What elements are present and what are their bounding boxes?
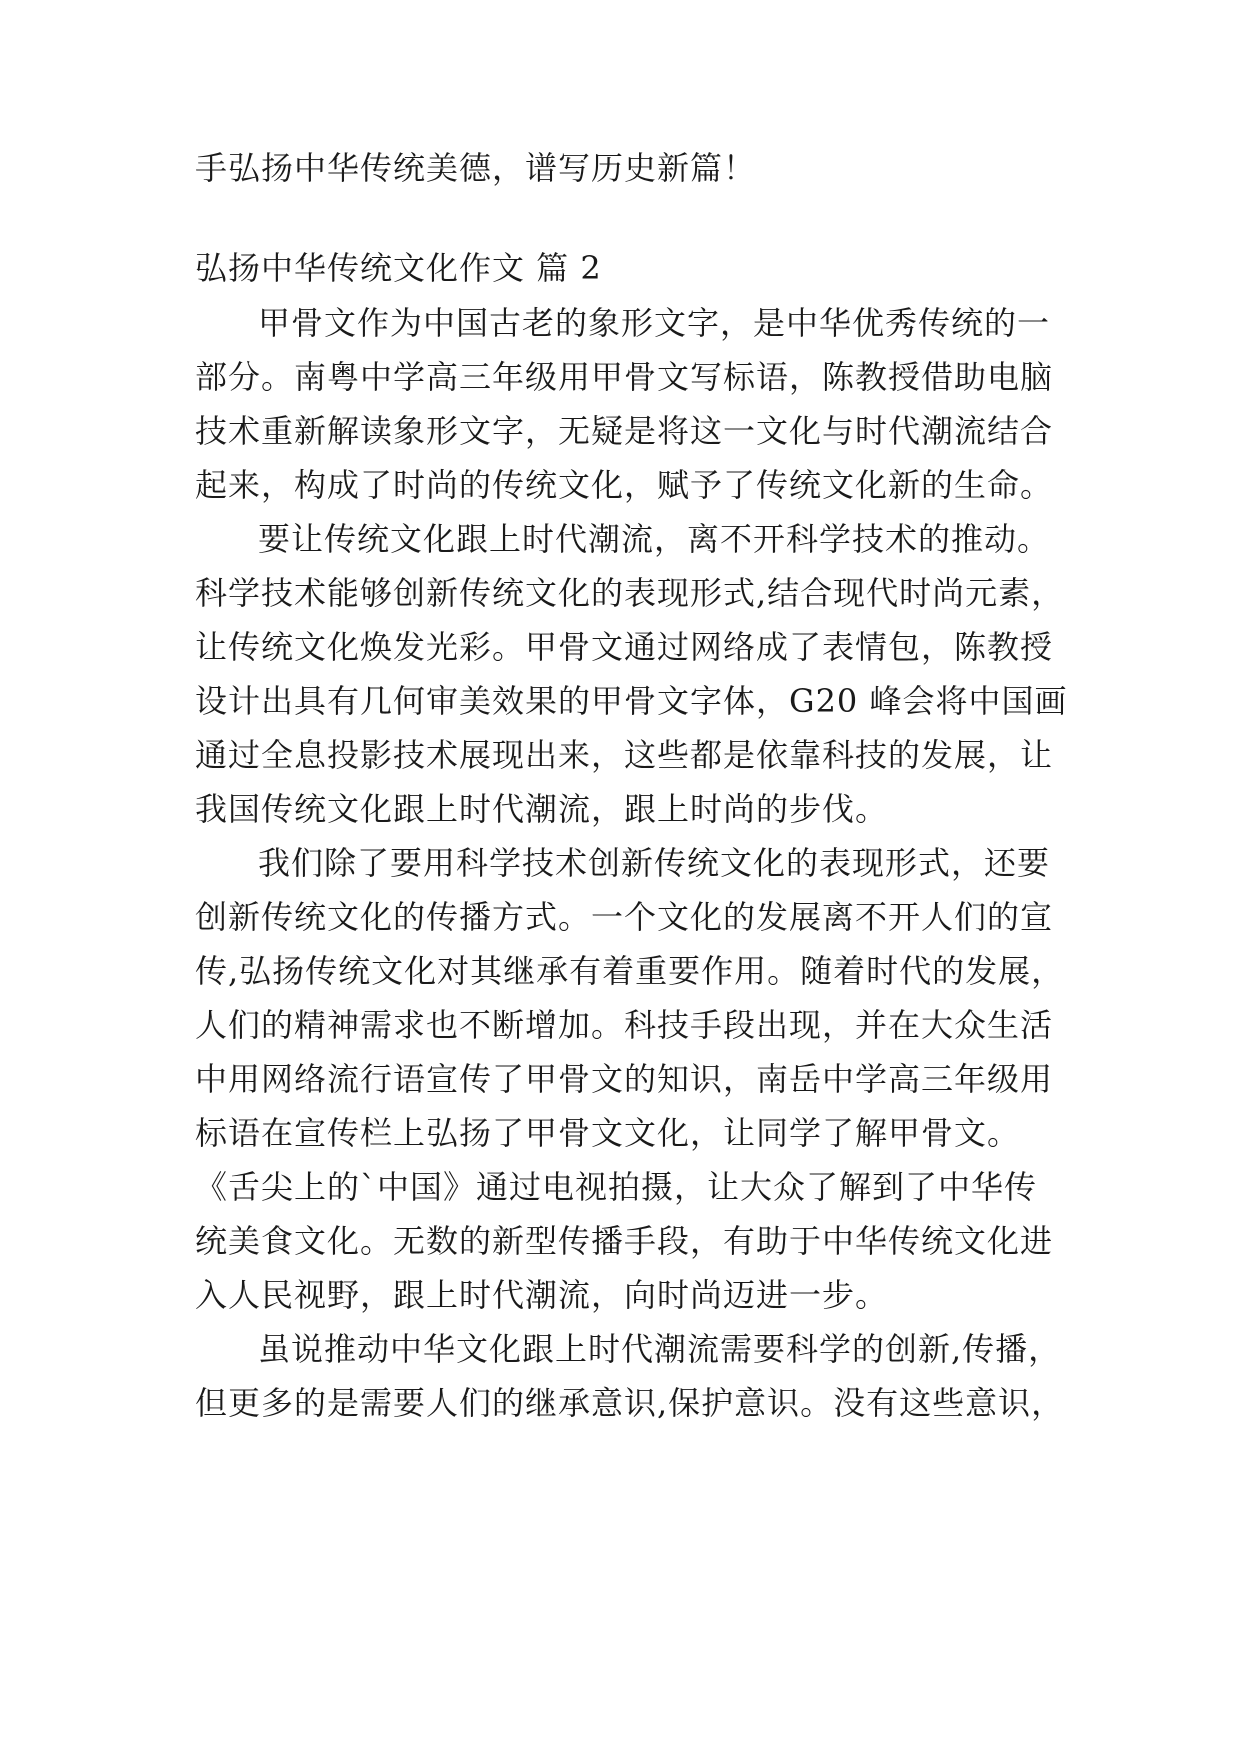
paragraph-3-line-8: 统美食文化。无数的新型传播手段，有助于中华传统文化进: [195, 1222, 1054, 1260]
paragraph-3-line-3: 传,弘扬传统文化对其继承有着重要作用。随着时代的发展，: [195, 952, 1065, 990]
paragraph-2-line-1: 要让传统文化跟上时代潮流，离不开科学技术的推动。: [258, 520, 1051, 558]
paragraph-1-line-4: 起来，构成了时尚的传统文化，赋予了传统文化新的生命。: [195, 466, 1054, 504]
intro-line: 手弘扬中华传统美德，谱写历史新篇！: [195, 149, 757, 187]
paragraph-3-line-7: 《舌尖上的`中国》通过电视拍摄，让大众了解到了中华传: [195, 1168, 1038, 1206]
paragraph-2-line-5: 通过全息投影技术展现出来，这些都是依靠科技的发展，让: [195, 736, 1054, 774]
paragraph-2-line-6: 我国传统文化跟上时代潮流，跟上时尚的步伐。: [195, 790, 889, 828]
paragraph-1-line-2: 部分。南粤中学高三年级用甲骨文写标语，陈教授借助电脑: [195, 358, 1054, 396]
paragraph-3-line-4: 人们的精神需求也不断增加。科技手段出现，并在大众生活: [195, 1006, 1054, 1044]
paragraph-3-line-5: 中用网络流行语宣传了甲骨文的知识，南岳中学高三年级用: [195, 1060, 1054, 1098]
paragraph-4-line-2: 但更多的是需要人们的继承意识,保护意识。没有这些意识，: [195, 1384, 1065, 1422]
paragraph-2-line-2: 科学技术能够创新传统文化的表现形式,结合现代时尚元素，: [195, 574, 1065, 612]
paragraph-1-line-1: 甲骨文作为中国古老的象形文字，是中华优秀传统的一: [258, 304, 1051, 342]
paragraph-1-line-3: 技术重新解读象形文字，无疑是将这一文化与时代潮流结合: [195, 412, 1054, 450]
paragraph-2-line-3: 让传统文化焕发光彩。甲骨文通过网络成了表情包，陈教授: [195, 628, 1054, 666]
paragraph-3-line-6: 标语在宣传栏上弘扬了甲骨文文化，让同学了解甲骨文。: [195, 1114, 1021, 1152]
section-title: 弘扬中华传统文化作文 篇 2: [195, 249, 602, 287]
paragraph-3-line-2: 创新传统文化的传播方式。一个文化的发展离不开人们的宣: [195, 898, 1054, 936]
paragraph-4-line-1: 虽说推动中华文化跟上时代潮流需要科学的创新,传播，: [258, 1330, 1062, 1368]
paragraph-3-line-9: 入人民视野，跟上时代潮流，向时尚迈进一步。: [195, 1276, 889, 1314]
paragraph-2-line-4: 设计出具有几何审美效果的甲骨文字体，G20 峰会将中国画: [195, 682, 1068, 720]
paragraph-3-line-1: 我们除了要用科学技术创新传统文化的表现形式，还要: [258, 844, 1051, 882]
